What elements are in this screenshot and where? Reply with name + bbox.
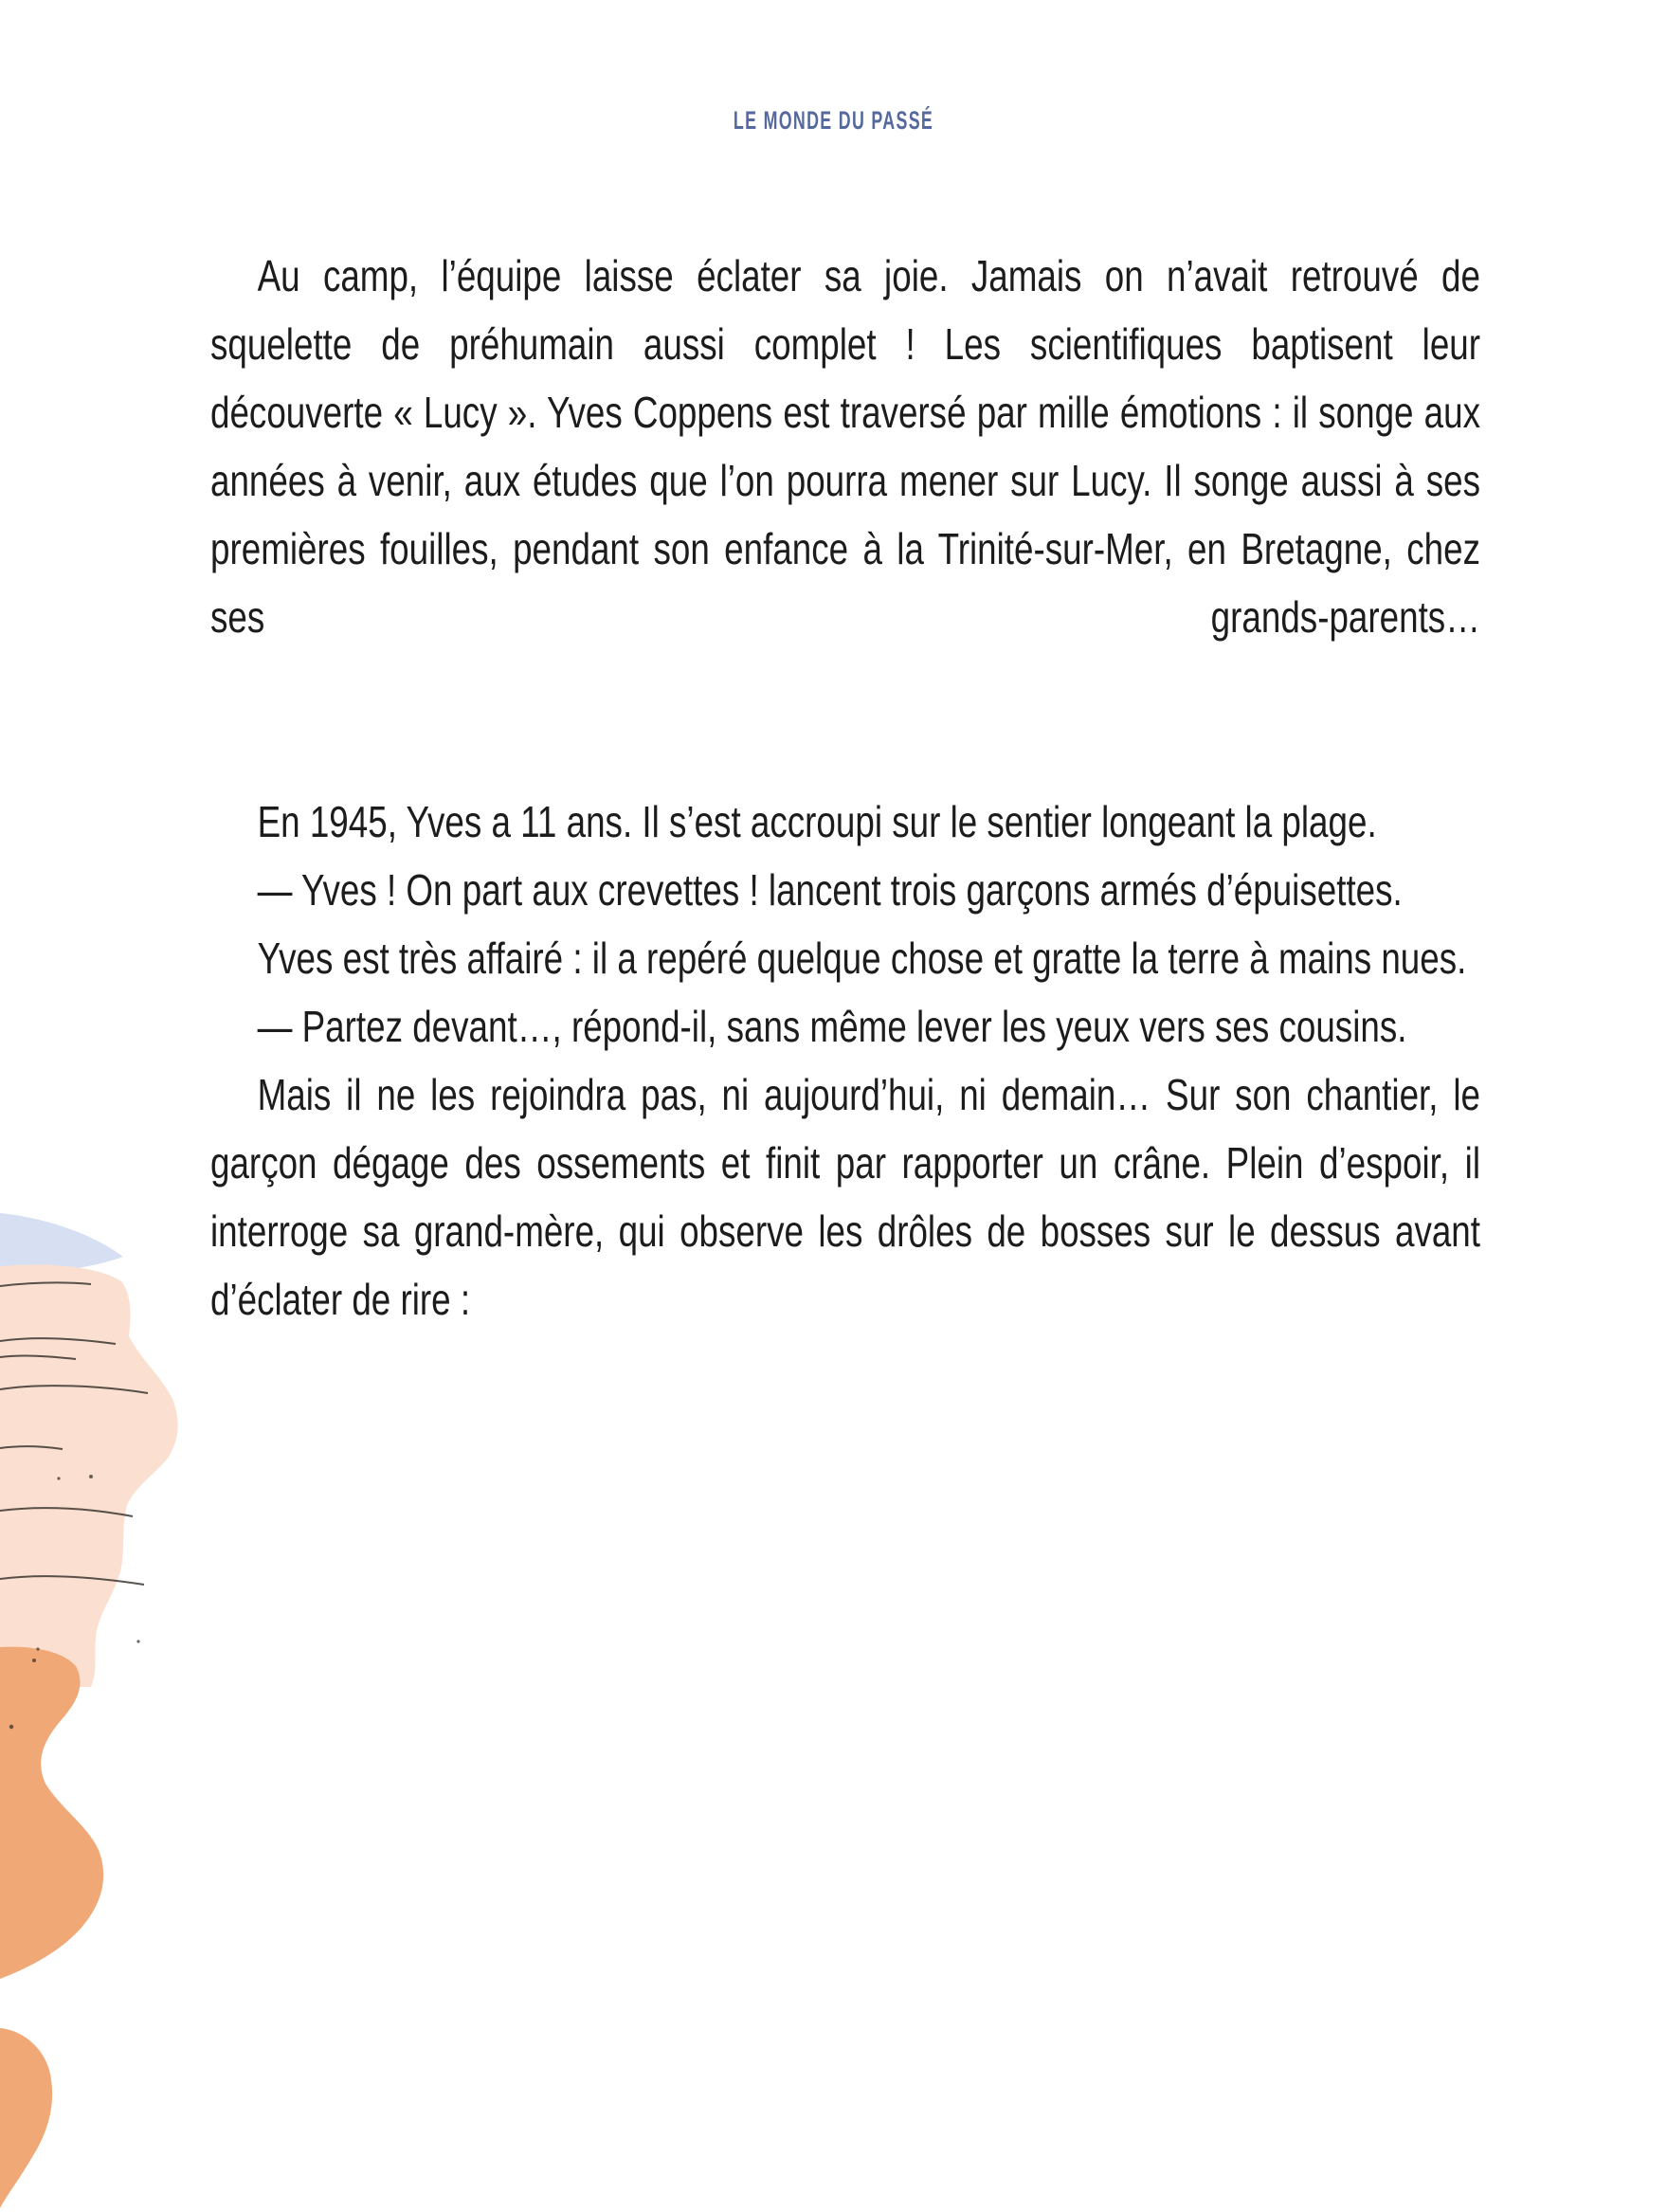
section-two	[210, 788, 1480, 1333]
paragraph-spacer	[210, 719, 1480, 788]
paragraph: Yves est très affairé : il a repéré quelque chose et gratte la terre à mains nues.	[257, 934, 1467, 983]
text-column	[210, 242, 1480, 1333]
paragraph: En 1945, Yves a 11 ans. Il s’est accroupi sur le sentier longeant la plage.	[257, 797, 1377, 846]
paragraph: — Partez devant…, répond-il, sans même lever les yeux vers ses cousins.	[257, 1002, 1407, 1051]
orange-shape-upper	[0, 1647, 103, 1979]
paragraph: Au camp, l’équipe laisse éclater sa joie. Jamais on n’avait retrouvé de squelette de préhumain aussi complet ! Les scientifiques baptisent leur découverte « Lucy ». Yves Coppens est traversé par mille émotions : il songe aux années à venir, aux études que l’on pourra mener sur Lucy. Il songe aussi à ses premières fouilles, pendant son enfance à la Trinité-sur-Mer, en Bretagne, chez ses grands-parents…	[210, 251, 1481, 642]
paragraph: — Yves ! On part aux crevettes ! lancent trois garçons armés d’épuisettes.	[257, 865, 1403, 915]
sketch-dots	[9, 1475, 140, 1729]
section-one	[210, 242, 1480, 719]
paragraph: Mais il ne les rejoindra pas, ni aujourd’hui, ni demain… Sur son chantier, le garçon dégage des ossements et finit par rapporter un crâne. Plein d’espoir, il interroge sa grand-mère, qui observe les drôles de bosses sur le dessus avant d’éclater de rire :	[210, 1070, 1481, 1324]
peach-shape	[0, 1265, 178, 1687]
orange-shape-lower	[0, 2028, 52, 2208]
sketch-lines	[0, 1283, 148, 1585]
blue-shape	[0, 1213, 123, 1279]
running-head: LE MONDE DU PASSÉ	[733, 106, 934, 135]
decorative-corner-illustration	[0, 1175, 246, 2212]
